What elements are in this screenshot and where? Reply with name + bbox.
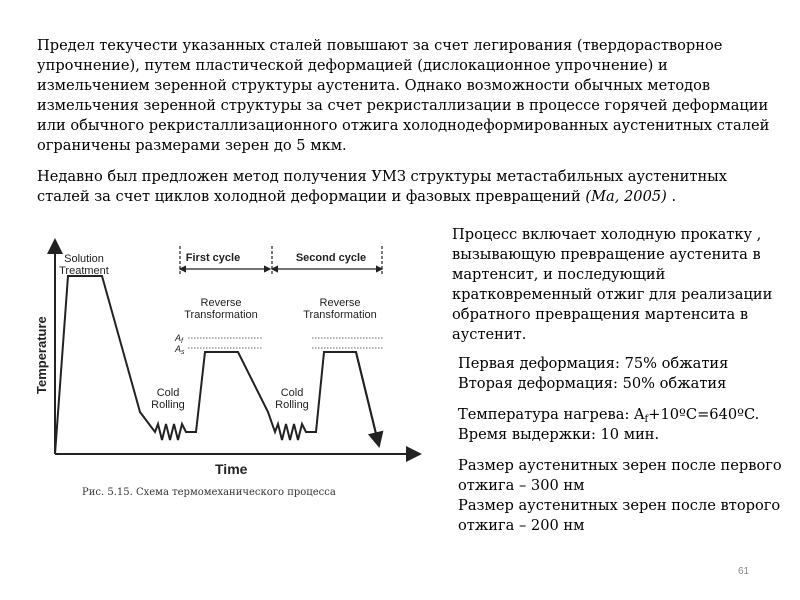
figure-caption: Рис. 5.15. Схема термомеханического процесса — [82, 487, 336, 498]
first-deformation: Первая деформация: 75% обжатия — [458, 355, 729, 372]
x-axis-label: Time — [215, 461, 248, 477]
method-text: Недавно был предложен метод получения УМЗ структуры метастабильных аустенитных сталей за счет циклов холодной деформации и фазовых превращений — [37, 168, 728, 205]
reverse-label-1a: Reverse — [200, 297, 242, 309]
first-cycle-label: First cycle — [185, 252, 241, 264]
reverse-label-2b: Transformation — [303, 309, 377, 321]
cold-rolling-label-2b: Rolling — [275, 399, 309, 411]
grain-size-second: Размер аустенитных зерен после второго отжига – 200 нм — [458, 497, 781, 534]
page-number: 61 — [738, 566, 750, 577]
reverse-label-1b: Transformation — [184, 309, 258, 321]
cold-rolling-label-1b: Rolling — [151, 399, 185, 411]
solution-label-2: Treatment — [59, 265, 109, 277]
curve-end-arrow — [356, 352, 379, 446]
af-label: $A_f$ — [175, 333, 183, 345]
grain-size-first: Размер аустенитных зерен после первого отжига – 300 нм — [458, 457, 782, 494]
second-deformation: Вторая деформация: 50% обжатия — [458, 375, 727, 392]
solution-label-1: Solution — [64, 253, 104, 265]
reverse-label-2a: Reverse — [319, 297, 361, 309]
heating-facts — [458, 405, 788, 445]
y-axis-label: Temperature — [34, 316, 49, 394]
deformation-facts — [458, 354, 788, 394]
citation: (Ma, 2005) — [585, 188, 667, 205]
cold-rolling-label-2a: Cold — [280, 387, 304, 399]
process-description: Процесс включает холодную прокатку , вызывающую превращение аустенита в мартенсит, и последующий кратковременный отжиг для реализации обратного превращения мартенсита в аустенит. — [452, 226, 773, 343]
intro-paragraph: Предел текучести указанных сталей повышают за счет легирования (твердорастворное упрочнение), путем пластической деформацией (дислокационное упрочнение) и измельчением зеренной структуры аустенита. Однако возможности обычных методов измельчения зеренной структуры за счет рекристаллизации в процессе горячей деформации или обычного рекристаллизационного отжига холоднодеформированных аустенитных сталей ограничены размерами зерен до 5 мкм. — [37, 37, 770, 154]
method-paragraph — [37, 167, 772, 207]
thermomechanical-diagram — [30, 232, 430, 482]
as-label: $A_s$ — [175, 344, 185, 356]
cold-rolling-label-1a: Cold — [156, 387, 180, 399]
method-tail: . — [666, 188, 677, 205]
heating-temperature: Температура нагрева: $A_f+10ºC=640ºC$. — [458, 406, 760, 425]
grain-size-facts — [458, 456, 788, 536]
second-cycle-label: Second cycle — [295, 252, 367, 264]
holding-time: Время выдержки: 10 мин. — [458, 426, 660, 443]
